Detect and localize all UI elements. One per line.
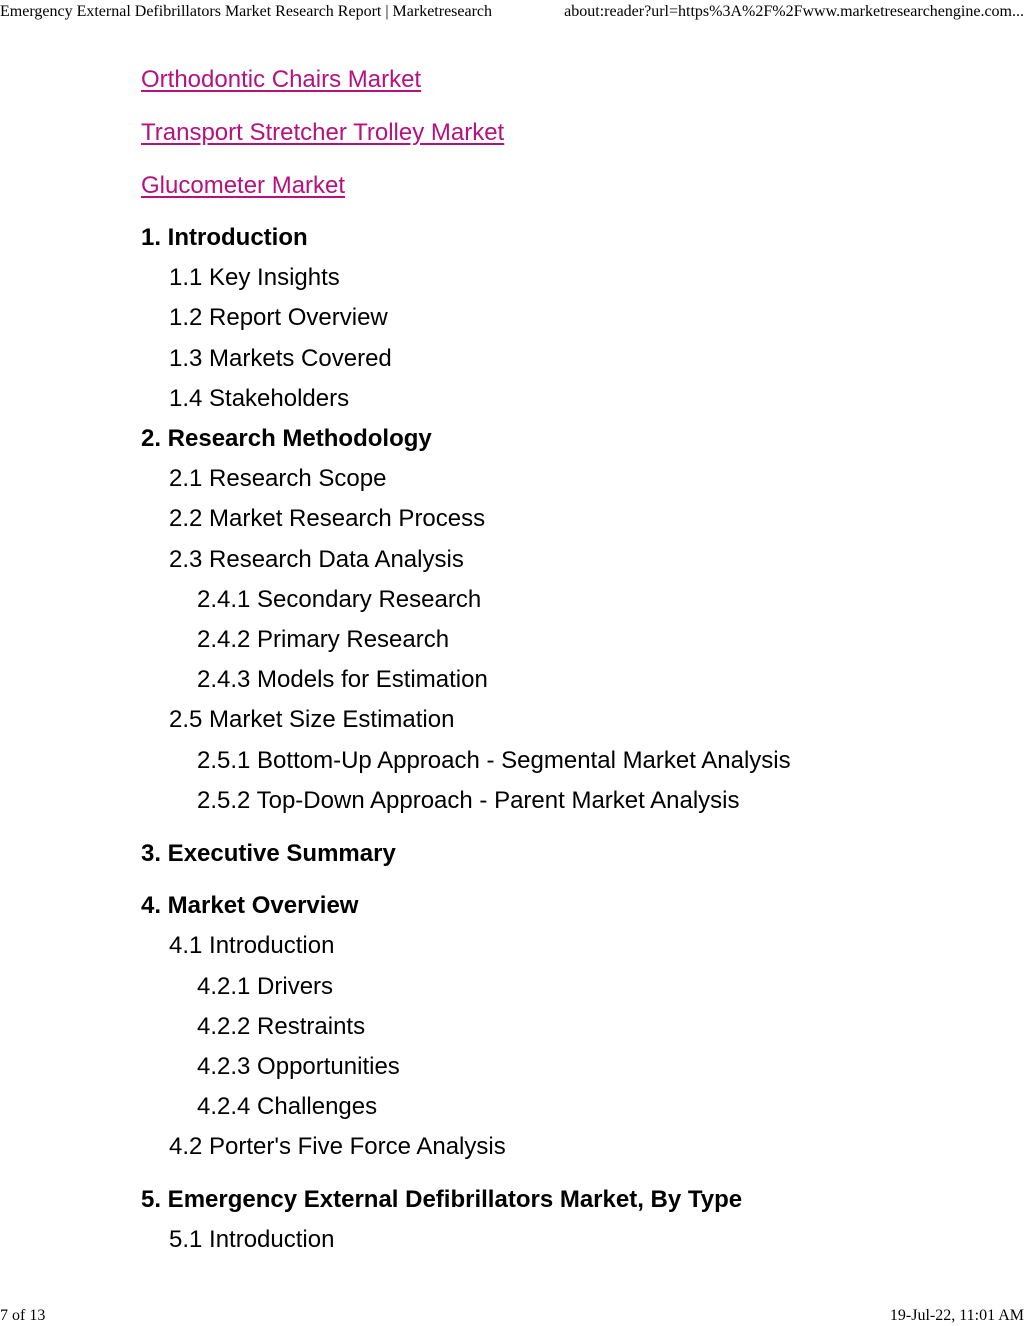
toc-item: 4.2 Porter's Five Force Analysis	[169, 1133, 506, 1160]
page-number: 7 of 13	[0, 1307, 46, 1324]
toc-item: 2.4.3 Models for Estimation	[197, 666, 488, 693]
toc-item: 2.4.2 Primary Research	[197, 626, 450, 653]
print-header-url: about:reader?url=https%3A%2F%2Fwww.marketresearchengine.com...	[564, 3, 1024, 20]
toc-heading: 4. Market Overview	[141, 892, 359, 919]
toc-item: 1.2 Report Overview	[169, 304, 388, 331]
print-footer	[0, 1306, 1024, 1326]
toc-item: 4.2.2 Restraints	[197, 1013, 366, 1040]
toc-item: 1.4 Stakeholders	[169, 385, 350, 412]
print-header	[0, 2, 1024, 24]
toc-heading: 1. Introduction	[141, 224, 308, 251]
toc-item: 4.2.4 Challenges	[197, 1093, 378, 1120]
toc-item: 2.5.1 Bottom-Up Approach - Segmental Market Analysis	[197, 747, 791, 774]
toc-item: 4.2.1 Drivers	[197, 973, 334, 1000]
toc-heading: 5. Emergency External Defibrillators Market, By Type	[141, 1186, 743, 1213]
toc-item: 2.5 Market Size Estimation	[169, 706, 455, 733]
toc-item: 2.2 Market Research Process	[169, 505, 486, 532]
related-link-transport-stretcher-trolley[interactable]: Transport Stretcher Trolley Market	[141, 119, 505, 146]
related-link-orthodontic-chairs[interactable]: Orthodontic Chairs Market	[141, 66, 422, 93]
toc-heading: 3. Executive Summary	[141, 840, 396, 867]
toc-item: 4.1 Introduction	[169, 932, 335, 959]
toc-item: 5.1 Introduction	[169, 1226, 335, 1253]
toc-item: 2.5.2 Top-Down Approach - Parent Market Analysis	[197, 787, 740, 814]
related-link-glucometer[interactable]: Glucometer Market	[141, 172, 346, 199]
toc-item: 2.3 Research Data Analysis	[169, 546, 464, 573]
toc-item: 1.3 Markets Covered	[169, 345, 392, 372]
toc-item: 4.2.3 Opportunities	[197, 1053, 400, 1080]
toc-item: 2.4.1 Secondary Research	[197, 586, 482, 613]
toc-item: 1.1 Key Insights	[169, 264, 340, 291]
toc-heading: 2. Research Methodology	[141, 425, 432, 452]
toc-item: 2.1 Research Scope	[169, 465, 387, 492]
print-header-title: Emergency External Defibrillators Market Research Report | Marketresearch	[0, 3, 493, 20]
print-datetime: 19-Jul-22, 11:01 AM	[889, 1307, 1024, 1324]
